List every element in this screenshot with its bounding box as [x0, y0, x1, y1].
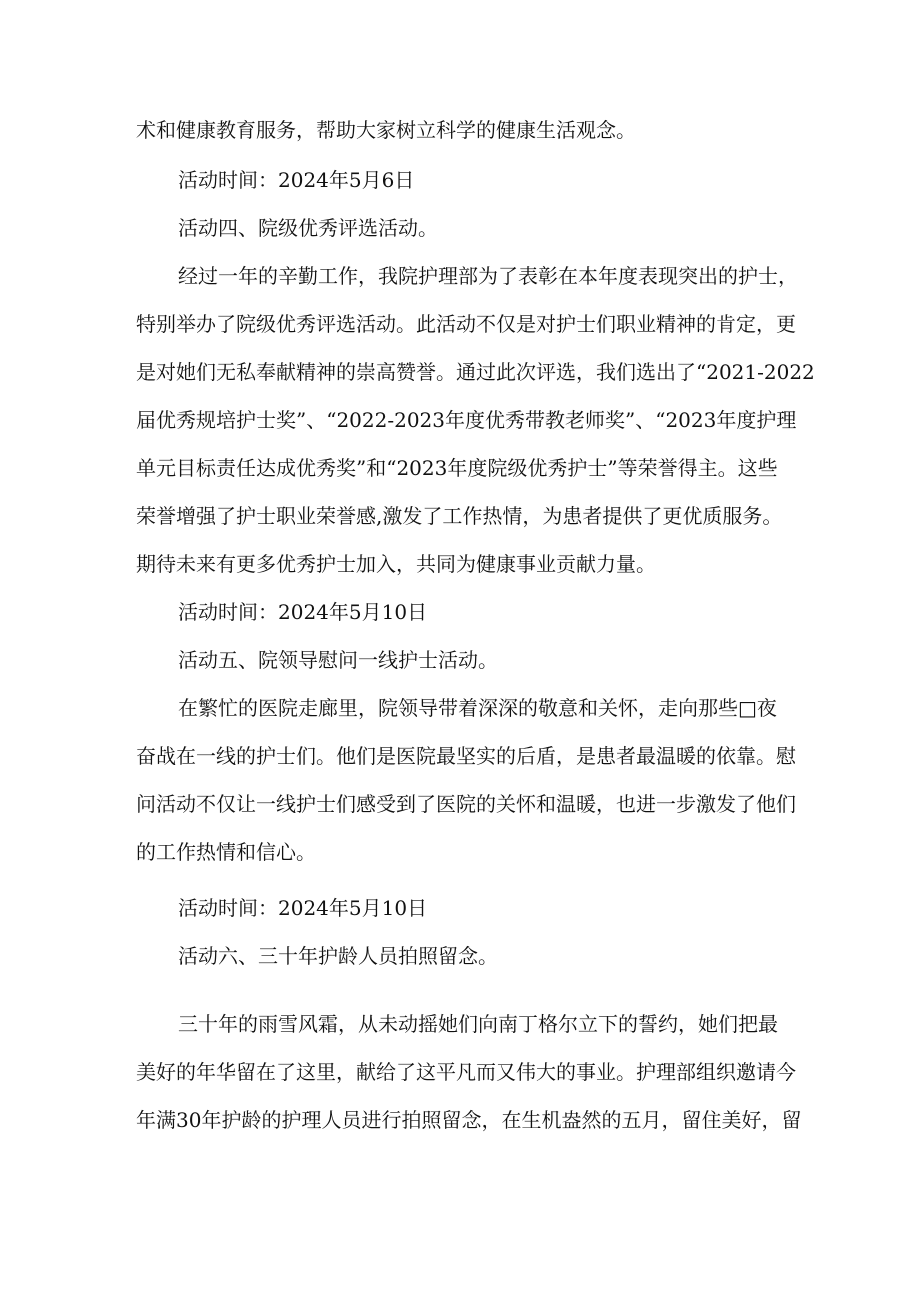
- activity-time-line: 活动时间：2024年5月10日: [178, 896, 428, 920]
- paragraph-line: 年满30年护龄的护理人员进行拍照留念，在生机盎然的五月，留住美好，留: [136, 1108, 802, 1132]
- paragraph-line: 美好的年华留在了这里，献给了这平凡而又伟大的事业。护理部组织邀请今: [136, 1060, 796, 1084]
- paragraph-line: 单元目标责任达成优秀奖”和“2023年度院级优秀护士”等荣誉得主。这些: [136, 456, 778, 480]
- paragraph-line: 术和健康教育服务，帮助大家树立科学的健康生活观念。: [136, 118, 636, 142]
- paragraph-line: 是对她们无私奉献精神的崇高赞誉。通过此次评选，我们选出了“2021-2022: [136, 360, 815, 384]
- activity-heading: 活动五、院领导慰问一线护士活动。: [178, 648, 498, 672]
- paragraph-line: 期待未来有更多优秀护士加入，共同为健康事业贡献力量。: [136, 552, 656, 576]
- paragraph-line: 荣誉增强了护士职业荣誉感,激发了工作热情，为患者提供了更优质服务。: [136, 504, 783, 528]
- activity-time-line: 活动时间：2024年5月10日: [178, 600, 428, 624]
- paragraph-line: 三十年的雨雪风霜，从未动摇她们向南丁格尔立下的誓约，她们把最: [178, 1012, 778, 1036]
- paragraph-line: 在繁忙的医院走廊里，院领导带着深深的敬意和关怀，走向那些□夜: [178, 696, 777, 720]
- paragraph-line: 经过一年的辛勤工作，我院护理部为了表彰在本年度表现突出的护士，: [178, 264, 798, 288]
- activity-heading: 活动四、院级优秀评选活动。: [178, 216, 438, 240]
- activity-heading: 活动六、三十年护龄人员拍照留念。: [178, 944, 498, 968]
- paragraph-line: 奋战在一线的护士们。他们是医院最坚实的后盾，是患者最温暖的依靠。慰: [136, 744, 796, 768]
- paragraph-line: 问活动不仅让一线护士们感受到了医院的关怀和温暖，也进一步激发了他们: [136, 792, 796, 816]
- activity-time-line: 活动时间：2024年5月6日: [178, 168, 415, 192]
- paragraph-line: 特别举办了院级优秀评选活动。此活动不仅是对护士们职业精神的肯定，更: [136, 312, 796, 336]
- paragraph-line: 届优秀规培护士奖”、“2022-2023年度优秀带教老师奖”、“2023年度护理: [136, 408, 797, 432]
- paragraph-line: 的工作热情和信心。: [136, 840, 316, 864]
